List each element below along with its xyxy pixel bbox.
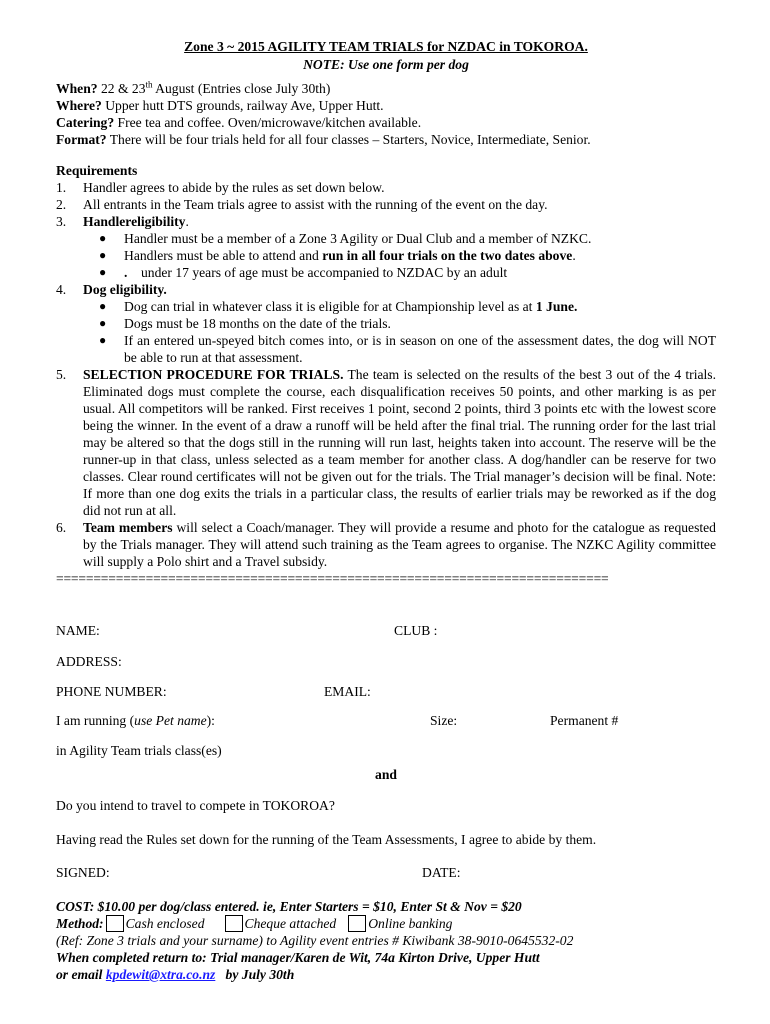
classes-field-label[interactable]: in Agility Team trials class(es): [56, 743, 222, 758]
method-label: Method:: [56, 916, 104, 931]
cash-option-label: Cash enclosed: [125, 916, 205, 931]
handler-eligibility-list: [56, 230, 716, 281]
method-line: [56, 915, 452, 932]
item-text: All entrants in the Team trials agree to assist with the running of the event on the day.: [83, 197, 548, 212]
bullet-icon: ●: [99, 333, 107, 347]
note-line: NOTE: Use one form per dog: [303, 57, 469, 72]
list-item: [99, 315, 716, 332]
list-item: [56, 519, 716, 570]
when-label: When?: [56, 81, 98, 96]
format-text: There will be four trials held for all four classes – Starters, Novice, Intermediate, Senior.: [106, 132, 591, 147]
catering-line: [56, 114, 716, 131]
bullet-text: under 17 years of age must be accompanied to NZDAC by an adult: [127, 265, 508, 280]
agreement-text: Having read the Rules set down for the running of the Team Assessments, I agree to abide by them.: [56, 832, 597, 847]
online-banking-option-label: Online banking: [368, 916, 453, 931]
phone-field-label[interactable]: PHONE NUMBER:: [56, 684, 167, 699]
item-number: 2.: [56, 197, 67, 212]
bullet-text: If an entered un-speyed bitch comes into, or is in season on one of the assessment dates, the dog will NOT be able to run at that assessment.: [124, 333, 716, 365]
list-item: [56, 213, 716, 230]
bullet-text-tail: .: [572, 248, 576, 263]
item-number: 1.: [56, 180, 67, 195]
cost-line: COST: $10.00 per dog/class entered. ie, Enter Starters = $10, Enter St & Nov = $20: [56, 899, 522, 914]
where-line: [56, 97, 716, 114]
catering-text: Free tea and coffee. Oven/microwave/kitchen available.: [114, 115, 422, 130]
list-item: [56, 196, 716, 213]
signed-field-label[interactable]: SIGNED:: [56, 865, 110, 880]
list-item: [99, 298, 716, 315]
online-banking-checkbox[interactable]: [348, 915, 366, 932]
bullet-text: Dog can trial in whatever class it is eligible for at Championship level as at: [124, 299, 536, 314]
requirements-list: [56, 179, 716, 230]
requirements-heading: [56, 162, 716, 179]
requirements-list-cont: [56, 281, 716, 298]
item-number: 3.: [56, 214, 67, 229]
email-return-line: [56, 966, 294, 983]
email-suffix: by July 30th: [215, 967, 295, 982]
bullet-icon: ●: [99, 231, 107, 245]
list-item: [56, 179, 716, 196]
size-field-label[interactable]: Size:: [430, 713, 458, 728]
bullet-icon: ●: [99, 248, 107, 262]
date-field-label[interactable]: DATE:: [422, 865, 461, 880]
cash-checkbox[interactable]: [106, 915, 124, 932]
where-label: Where?: [56, 98, 102, 113]
bullet-text: Dogs must be 18 months on the date of the trials.: [124, 316, 391, 331]
item-heading: SELECTION PROCEDURE FOR TRIALS.: [83, 367, 344, 382]
separator-line: ==========================================================================: [56, 571, 609, 586]
reference-line: (Ref: Zone 3 trials and your surname) to Agility event entries # Kiwibank 38-9010-0645532-02: [56, 933, 574, 948]
email-field-label[interactable]: EMAIL:: [324, 684, 371, 699]
list-item: [99, 332, 716, 366]
bullet-icon: ●: [99, 316, 107, 330]
catering-label: Catering?: [56, 115, 115, 130]
when-text: 22 & 23: [97, 81, 146, 96]
cheque-option-label: Cheque attached: [244, 916, 337, 931]
list-item: [99, 247, 716, 264]
and-label: and: [375, 767, 397, 782]
bullet-bold-text: run in all four trials on the two dates above: [322, 248, 573, 263]
format-line: [56, 131, 716, 148]
address-field-label[interactable]: ADDRESS:: [56, 654, 122, 669]
running-text-tail: ):: [206, 713, 215, 728]
requirements-heading-text: Requirements: [56, 163, 138, 178]
name-field-label[interactable]: NAME:: [56, 623, 100, 638]
item-heading: Team members: [83, 520, 173, 535]
bullet-bold-text: .: [124, 265, 128, 280]
when-text-tail: August (Entries close July 30th): [152, 81, 331, 96]
item-number: 5.: [56, 367, 67, 382]
bullet-icon: ●: [99, 265, 107, 279]
running-italic: use Pet name: [134, 713, 207, 728]
format-label: Format?: [56, 132, 107, 147]
entry-form-page: [56, 38, 716, 587]
list-item: [56, 281, 716, 298]
pet-name-field-label[interactable]: [56, 712, 215, 729]
where-text: Upper hutt DTS grounds, railway Ave, Upper Hutt.: [101, 98, 384, 113]
when-line: [56, 80, 716, 97]
travel-question[interactable]: Do you intend to travel to compete in TOKOROA?: [56, 798, 335, 813]
permanent-field-label[interactable]: Permanent #: [550, 713, 619, 728]
dog-eligibility-list: [56, 298, 716, 366]
list-item: [99, 230, 716, 247]
list-item: [56, 366, 716, 519]
cheque-checkbox[interactable]: [225, 915, 243, 932]
club-field-label[interactable]: CLUB :: [394, 623, 438, 638]
email-prefix: or email: [56, 967, 106, 982]
item-heading: Handlereligibility: [83, 214, 186, 229]
bullet-text: Handler must be a member of a Zone 3 Agility or Dual Club and a member of NZKC.: [124, 231, 592, 246]
running-text: I am running (: [56, 713, 135, 728]
item-text: The team is selected on the results of the best 3 out of the 4 trials. Eliminated dogs must complete the course, each disqualification receives 50 points, and other marking is as per usual. All competitors will be ranked. First receives 1 point, second 2 points, third 3 points etc with the lowest score being the winner. In the event of a draw a runoff will be held after the final trial. The running order for the last trial may be altered so that the dogs still in the running will run last, heights taken into account. The reserve will be the runner-up in that class, unless selected as a team member for another class. A dog/handler can be reserve for two classes. Clear round certificates will not be given out for the trials. The Trial manager’s decision will be final. Note: If more than one dog exits the trials in a particular class, the results of earlier trials may be reworked as if the dog did not run at all.: [83, 367, 716, 518]
requirements-list-end: [56, 366, 716, 570]
item-text: Handler agrees to abide by the rules as set down below.: [83, 180, 385, 195]
when-sup: th: [145, 79, 153, 90]
item-number: 6.: [56, 520, 67, 535]
bullet-text: Handlers must be able to attend and: [124, 248, 323, 263]
bullet-bold-text: 1 June.: [535, 299, 578, 314]
email-link[interactable]: kpdewit@xtra.co.nz: [105, 967, 216, 982]
item-number: 4.: [56, 282, 67, 297]
item-text: will select a Coach/manager. They will provide a resume and photo for the catalogue as requested by the Trials manager. They will attend such training as the Team agrees to organise. The NZKC Agility committee will supply a Polo shirt and a Travel subsidy.: [83, 520, 716, 569]
item-heading-tail: .: [185, 214, 189, 229]
return-line: When completed return to: Trial manager/Karen de Wit, 74a Kirton Drive, Upper Hutt: [56, 950, 540, 965]
page-title: Zone 3 ~ 2015 AGILITY TEAM TRIALS for NZDAC in TOKOROA.: [184, 39, 588, 54]
item-heading: Dog eligibility.: [83, 282, 167, 297]
list-item: [99, 264, 716, 281]
bullet-icon: ●: [99, 299, 107, 313]
